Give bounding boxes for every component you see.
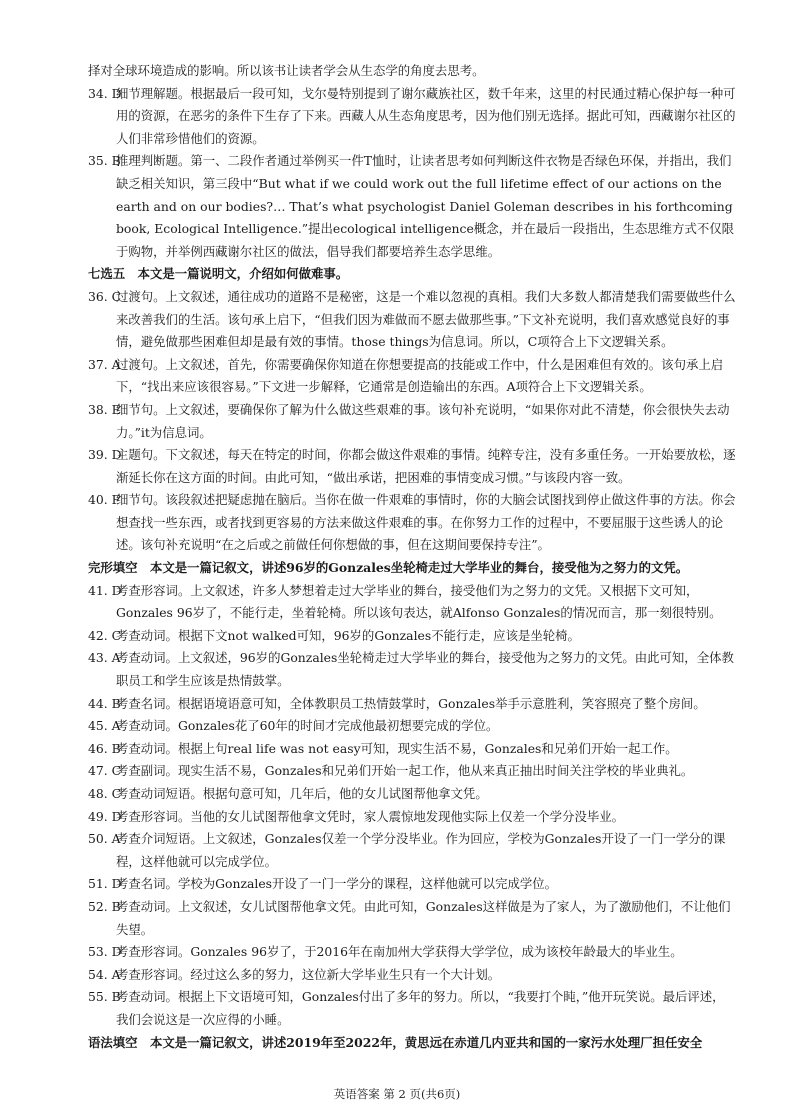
- answer-item: [88, 896, 736, 941]
- answer-explanation: 过渡句。上文叙述，通往成功的道路不是秘密，这是一个难以忽视的真相。我们大多数人都清楚我们需要做些什么来改善我们的生活。该句承上启下，“但我们因为难做而不愿去做那些事。”下文补充说明，我们喜欢感觉良好的事情，避免做那些困难但却是最有效的事情。those things为信息词。所以，C项符合上下文逻辑关系。: [116, 288, 736, 350]
- answer-number: 35. B: [88, 153, 121, 169]
- answer-item: [88, 150, 736, 263]
- answer-item: [88, 693, 736, 716]
- answer-explanation: 考查动词。根据上下文语境可知，Gonzales付出了多年的努力。所以，“我要打个盹，”他开玩笑说。最后评述，我们会说这是一次应得的小睡。: [116, 989, 725, 1027]
- continued-paragraph: 择对全球环境造成的影响。所以该书让读者学会从生态学的角度去思考。: [88, 63, 485, 78]
- answer-item: [88, 738, 736, 761]
- answer-number: 40. F: [88, 492, 121, 508]
- answer-item: [88, 489, 736, 557]
- answer-number: 52. B: [88, 898, 121, 914]
- answer-number: 42. C: [88, 627, 122, 643]
- answer-explanation: 考查介词短语。上文叙述，Gonzales仅差一个学分没毕业。作为回应，学校为Gonzales开设了一门一学分的课程，这样他就可以完成学位。: [116, 831, 726, 869]
- answer-explanations: [88, 60, 736, 1054]
- section-heading: 七选五 本文是一篇说明文，介绍如何做难事。: [88, 266, 349, 282]
- answer-number: 41. D: [88, 582, 122, 598]
- answer-number: 43. A: [88, 650, 121, 666]
- answer-item: [88, 647, 736, 692]
- answer-explanation: 考查动词。根据下文not walked可知，96岁的Gonzales不能行走，应该是坐轮椅。: [116, 627, 580, 643]
- answer-explanation: 主题句。下文叙述，每天在特定的时间，你都会做这件艰难的事情。纯粹专注，没有多重任务。一开始要放松，逐渐延长你在这方面的时间。由此可知，“做出承诺，把困难的事情变成习惯。”与该段内容一致。: [116, 447, 736, 485]
- answer-number: 49. D: [88, 808, 122, 824]
- answer-explanation: 考查形容词。上文叙述，许多人梦想着走过大学毕业的舞台，接受他们为之努力的文凭。又根据下文可知，Gonzales 96岁了，不能行走，坐着轮椅。所以该句表达，就Alfonso Gonzales的情况而言，那一刻很特别。: [116, 582, 722, 621]
- answer-item: [88, 783, 736, 806]
- answer-explanation: 考查形容词。Gonzales 96岁了，于2016年在南加州大学获得大学学位，成为该校年龄最大的毕业生。: [116, 944, 683, 960]
- answer-item: [88, 354, 736, 399]
- answer-explanation: 考查名词。学校为Gonzales开设了一门一学分的课程，这样他就可以完成学位。: [116, 876, 558, 892]
- answer-number: 50. A: [88, 831, 121, 847]
- answer-explanation: 考查副词。现实生活不易，Gonzales和兄弟们开始一起工作，他从来真正抽出时间关注学校的毕业典礼。: [116, 763, 694, 779]
- answer-explanation: 考查动词。Gonzales花了60年的时间才完成他最初想要完成的学位。: [116, 718, 499, 734]
- answer-explanation: 考查动词。上文叙述，96岁的Gonzales坐轮椅走过大学毕业的舞台，接受他为之努力的文凭。由此可知，全体教职员工和学生应该是热情鼓掌。: [116, 650, 734, 689]
- page-footer: 英语答案 第 2 页(共6页): [333, 1087, 461, 1101]
- section-heading: 语法填空 本文是一篇记叙文，讲述2019年至2022年，黄思远在赤道几内亚共和国的一家污水处理厂担任安全: [88, 1034, 703, 1050]
- answer-number: 37. A: [88, 356, 121, 372]
- answer-explanation: 考查动词短语。根据句意可知，几年后，他的女儿试图帮他拿文凭。: [116, 786, 488, 801]
- answer-number: 34. D: [88, 85, 122, 101]
- answer-item: [88, 580, 736, 625]
- answer-number: 54. A: [88, 966, 121, 982]
- answer-number: 53. D: [88, 944, 122, 960]
- answer-number: 55. B: [88, 989, 121, 1005]
- answer-item: [88, 873, 736, 896]
- answer-number: 39. D: [88, 447, 122, 463]
- answer-item: [88, 828, 736, 873]
- answer-number: 47. C: [88, 763, 122, 779]
- answer-explanation: 细节理解题。根据最后一段可知，戈尔曼特别提到了谢尔藏族社区，数千年来，这里的村民通过精心保护每一种可用的资源，在恶劣的条件下生存了下来。西藏人从生态角度思考，因为他们别无选择。据此可知，西藏谢尔社区的人们非常珍惜他们的资源。: [116, 85, 736, 146]
- answer-item: [88, 715, 736, 738]
- answer-explanation: 考查动词。根据上句real life was not easy可知，现实生活不易，Gonzales和兄弟们开始一起工作。: [116, 740, 678, 756]
- answer-explanation: 推理判断题。第一、二段作者通过举例买一件T恤时，让读者思考如何判断这件衣物是否绿色环保，并指出，我们缺乏相关知识，第三段中“But what if we could work out the full lifetime effect of our actions on the earth and on our bodies?… That’s what psychologist Daniel Goleman describes in his forthcoming book, Ecological Intelligence.”提出ecological intelligence概念，并在最后一段指出，生态思维方式不仅限于购物，并举例西藏谢尔社区的做法，倡导我们都要培养生态学思维。: [116, 153, 735, 259]
- answer-explanation: 细节句。该段叙述把疑虑抛在脑后。当你在做一件艰难的事情时，你的大脑会试图找到停止做这件事的方法。你会想查找一些东西，或者找到更容易的方法来做这件艰难的事。在你努力工作的过程中，不要屈服于这些诱人的论述。该句补充说明“在之后或之前做任何你想做的事，但在这期间要保持专注”。: [116, 492, 736, 553]
- answer-number: 48. C: [88, 786, 122, 801]
- answer-item: [88, 964, 736, 987]
- answer-number: 51. D: [88, 876, 122, 892]
- answer-explanation: 细节句。上文叙述，要确保你了解为什么做这些艰难的事。该句补充说明，“如果你对此不清楚，你会很快失去动力。”it为信息词。: [116, 401, 730, 440]
- answer-number: 38. E: [88, 401, 121, 417]
- answer-item: [88, 986, 736, 1031]
- answer-item: [88, 83, 736, 151]
- answer-number: 46. B: [88, 740, 121, 756]
- answer-explanation: 考查形容词。经过这么多的努力，这位新大学毕业生只有一个大计划。: [116, 966, 501, 982]
- answer-explanation: 考查动词。上文叙述，女儿试图帮他拿文凭。由此可知，Gonzales这样做是为了家人，为了激励他们，不让他们失望。: [116, 898, 731, 937]
- answer-item: [88, 760, 736, 783]
- answer-item: [88, 444, 736, 489]
- answer-number: 44. B: [88, 695, 121, 711]
- answer-item: [88, 286, 736, 354]
- answer-explanation: 过渡句。上文叙述，首先，你需要确保你知道在你想要提高的技能或工作中，什么是困难但有效的。该句承上启下，“找出来应该很容易。”下文进一步解释，它通常是创造输出的东西。A项符合上下文逻辑关系。: [116, 356, 724, 395]
- answer-number: 45. A: [88, 718, 121, 734]
- answer-item: [88, 625, 736, 648]
- answer-number: 36. C: [88, 288, 122, 304]
- answer-item: [88, 806, 736, 829]
- answer-item: [88, 399, 736, 444]
- section-heading: 完形填空 本文是一篇记叙文，讲述96岁的Gonzales坐轮椅走过大学毕业的舞台，接受他为之努力的文凭。: [88, 560, 689, 576]
- answer-item: [88, 941, 736, 964]
- answer-explanation: 考查形容词。当他的女儿试图帮他拿文凭时，家人震惊地发现他实际上仅差一个学分没毕业。: [116, 808, 625, 824]
- answer-explanation: 考查名词。根据语境语意可知，全体教职员工热情鼓掌时，Gonzales举手示意胜利，笑容照亮了整个房间。: [116, 695, 706, 711]
